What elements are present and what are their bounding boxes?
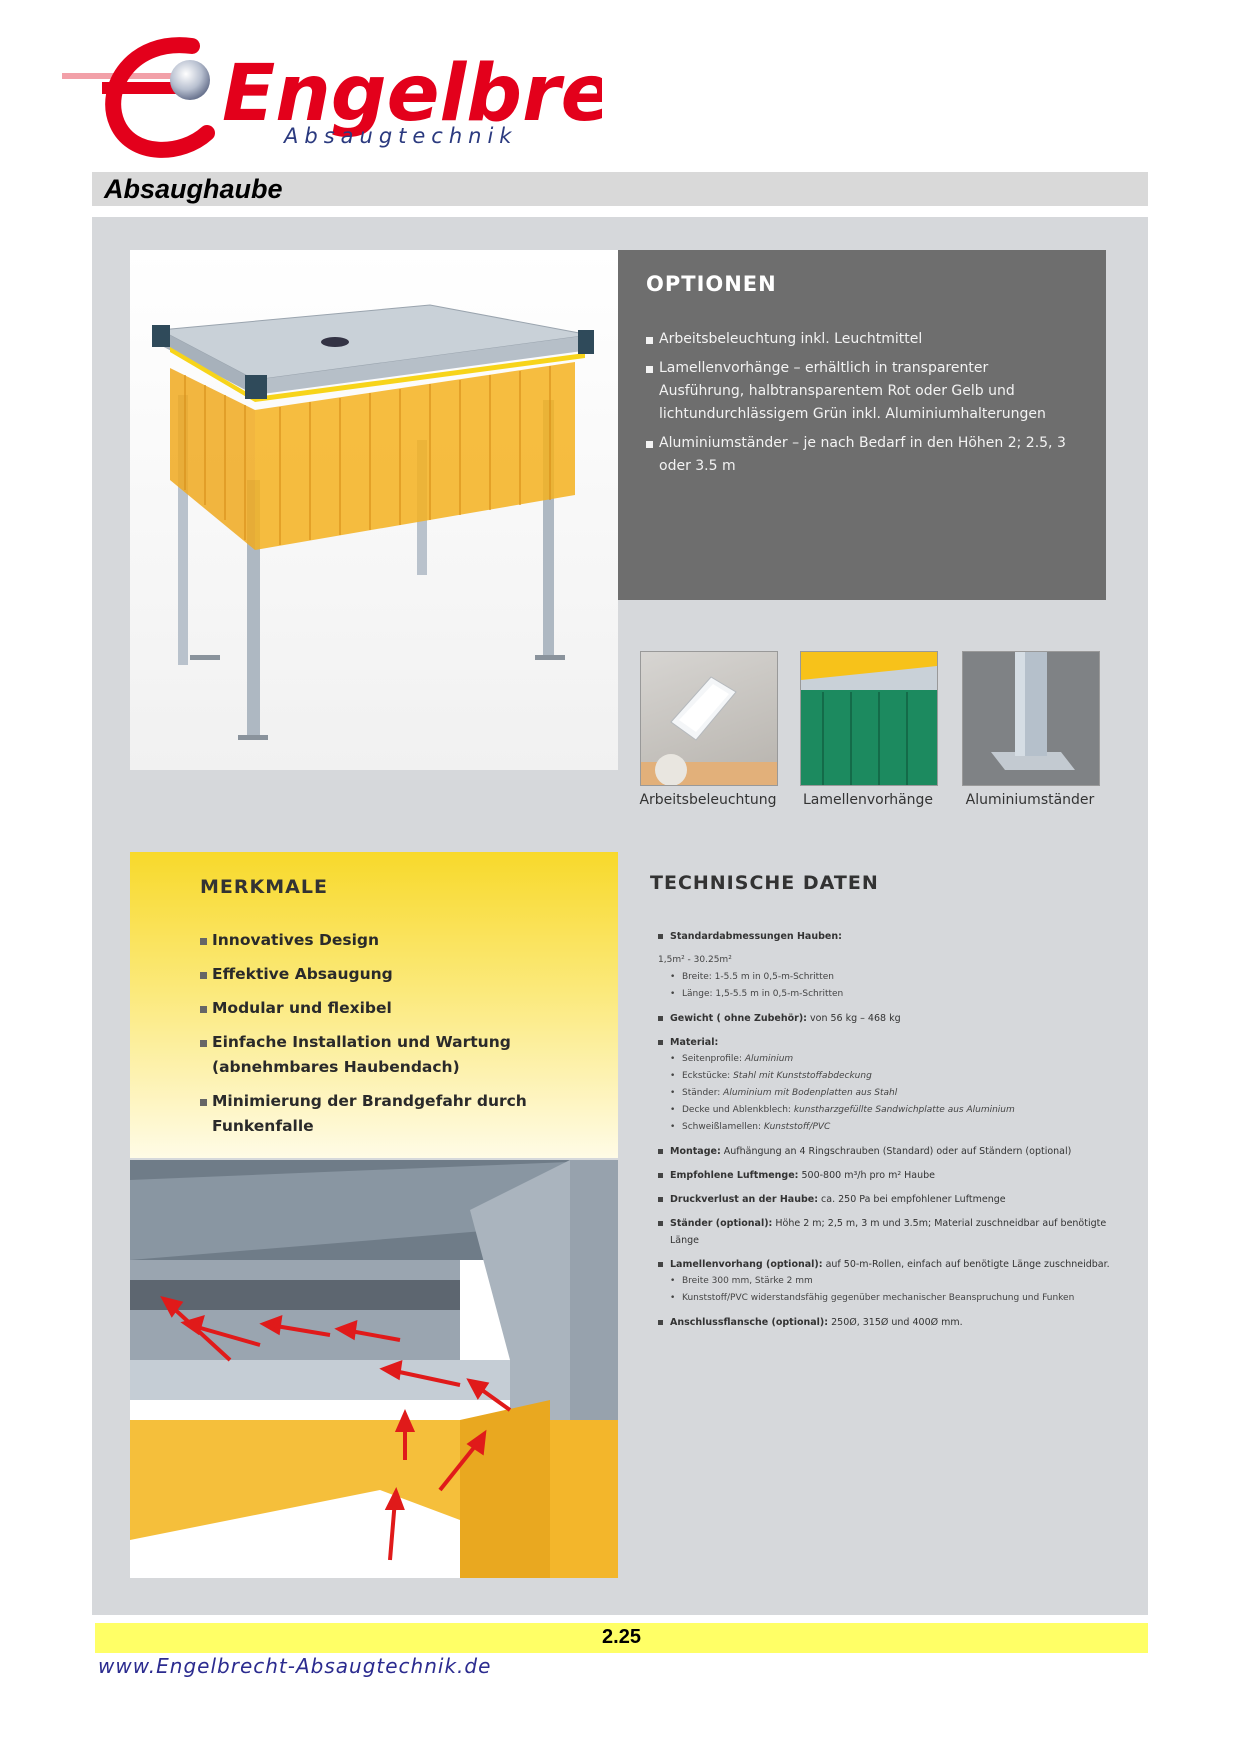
tech-weight: Gewicht ( ohne Zubehör): von 56 kg – 468 kg [658, 1010, 1128, 1027]
tech-sub-item: • Eckstücke: Stahl mit Kunststoffabdeckung [658, 1068, 1128, 1085]
title-bar [92, 172, 1148, 206]
extraction-hood-image [130, 250, 618, 770]
technical-data-list [658, 928, 1128, 1338]
logo-tagline-text: Absaugtechnik [284, 124, 518, 148]
options-box [618, 250, 1106, 600]
technical-data-section [650, 852, 1120, 1372]
list-item: Aluminiumständer – je nach Bedarf in den Höhen 2; 2.5, 3 oder 3.5 m [646, 432, 1076, 478]
list-item: Modular und flexibel [200, 996, 600, 1021]
features-box [130, 852, 618, 1158]
options-list [646, 328, 1076, 484]
page-title: Absaughaube [104, 174, 283, 204]
thumbnail-caption: Lamellenvorhänge [802, 792, 934, 808]
tech-standard-dimensions: Standardabmessungen Hauben: [658, 928, 1128, 945]
technical-data-heading: TECHNISCHE DATEN [650, 872, 879, 894]
tech-pressure-loss: Druckverlust an der Haube: ca. 250 Pa bei empfohlener Luftmenge [658, 1191, 1128, 1208]
tech-sub-item: • Kunststoff/PVC widerstandsfähig gegenüber mechanischer Beanspruchung und Funken [658, 1290, 1128, 1307]
tech-sub-item: • Decke und Ablenkblech: kunstharzgefüllte Sandwichplatte aus Aluminium [658, 1102, 1128, 1119]
features-heading: MERKMALE [200, 876, 328, 898]
hood-cutaway-image [130, 1160, 618, 1578]
tech-flanges: Anschlussflansche (optional): 250Ø, 315Ø und 400Ø mm. [658, 1314, 1128, 1331]
tech-sub-item: • Breite 300 mm, Stärke 2 mm [658, 1273, 1128, 1290]
tech-sub-item: • Breite: 1-5.5 m in 0,5-m-Schritten [658, 969, 1128, 986]
tech-strip-curtain: Lamellenvorhang (optional): auf 50-m-Rollen, einfach auf benötigte Länge zuschneidbar. [658, 1256, 1128, 1273]
company-logo [62, 28, 602, 178]
tech-airflow: Empfohlene Luftmenge: 500-800 m³/h pro m² Haube [658, 1167, 1128, 1184]
tech-stand: Ständer (optional): Höhe 2 m; 2,5 m, 3 m und 3.5m; Material zuschneidbar auf benötigte Länge [658, 1215, 1128, 1249]
tech-sub-item: • Seitenprofile: Aluminium [658, 1051, 1128, 1068]
thumbnail-aluminium-stand [962, 651, 1100, 786]
list-item: Innovatives Design [200, 928, 600, 953]
thumbnail-strip-curtains [800, 651, 938, 786]
list-item: Minimierung der Brandgefahr durch Funkenfalle [200, 1089, 600, 1139]
features-list [200, 928, 600, 1148]
list-item: Arbeitsbeleuchtung inkl. Leuchtmittel [646, 328, 1076, 351]
tech-sub-item: • Länge: 1,5-5.5 m in 0,5-m-Schritten [658, 986, 1128, 1003]
list-item: Effektive Absaugung [200, 962, 600, 987]
page-number: 2.25 [602, 1626, 641, 1648]
options-heading: OPTIONEN [646, 272, 777, 296]
logo-brand-text: Engelbre [222, 49, 602, 139]
tech-standard-value: 1,5m² - 30.25m² [658, 955, 732, 965]
website-link[interactable]: www.Engelbrecht-Absaugtechnik.de [98, 1654, 492, 1678]
tech-sub-item: • Ständer: Aluminium mit Bodenplatten aus Stahl [658, 1085, 1128, 1102]
thumbnail-work-lighting [640, 651, 778, 786]
thumbnail-caption: Arbeitsbeleuchtung [639, 792, 777, 808]
tech-sub-item: • Schweißlamellen: Kunststoff/PVC [658, 1119, 1128, 1136]
tech-material: Material: [658, 1034, 1128, 1051]
list-item: Lamellenvorhänge – erhältlich in transparenter Ausführung, halbtransparentem Rot oder Gelb und lichtundurchlässigem Grün inkl. Aluminiumhalterungen [646, 357, 1076, 426]
list-item: Einfache Installation und Wartung (abnehmbares Haubendach) [200, 1030, 600, 1080]
footer-bar [95, 1623, 1148, 1653]
thumbnail-caption: Aluminiumständer [965, 792, 1095, 808]
tech-mounting: Montage: Aufhängung an 4 Ringschrauben (Standard) oder auf Ständern (optional) [658, 1143, 1128, 1160]
